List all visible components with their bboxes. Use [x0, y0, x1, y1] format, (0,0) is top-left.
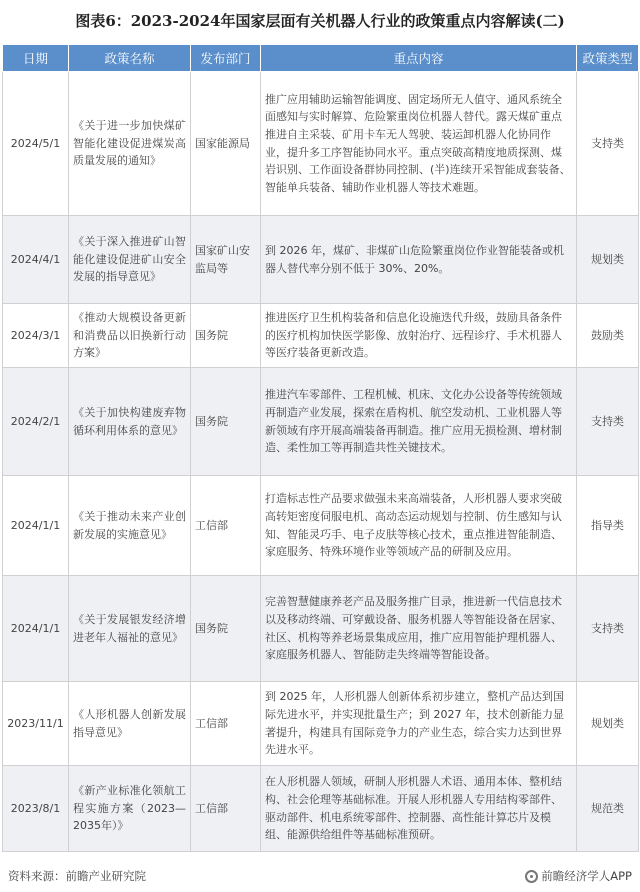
cell-dept: 国务院 — [191, 304, 261, 368]
cell-date: 2024/1/1 — [3, 476, 69, 576]
cell-date: 2024/2/1 — [3, 368, 69, 476]
cell-dept: 国务院 — [191, 368, 261, 476]
table-row — [3, 368, 639, 476]
cell-policy-name: 《关于加快构建废弃物循环利用体系的意见》 — [69, 368, 191, 476]
page-title: 图表6：2023-2024年国家层面有关机器人行业的政策重点内容解读(二) — [75, 11, 565, 30]
brand-credit — [525, 868, 632, 884]
cell-date: 2024/1/1 — [3, 576, 69, 682]
cell-type: 支持类 — [577, 368, 639, 476]
cell-type: 指导类 — [577, 476, 639, 576]
cell-content: 在人形机器人领域，研制人形机器人术语、通用本体、整机结构、社会伦理等基础标准。开展人形机器人专用结构零部件、驱动部件、机电系统零部件、控制器、高性能计算芯片及模组、能源供给组件等基础标准预研。 — [261, 766, 577, 852]
table-header-row — [3, 45, 639, 72]
table-row — [3, 304, 639, 368]
cell-type: 规划类 — [577, 216, 639, 304]
table-row — [3, 682, 639, 766]
cell-date: 2024/5/1 — [3, 72, 69, 216]
cell-dept: 国家能源局 — [191, 72, 261, 216]
cell-policy-name: 《新产业标准化领航工程实施方案（2023—2035年）》 — [69, 766, 191, 852]
header-content: 重点内容 — [261, 45, 577, 72]
cell-dept: 国务院 — [191, 576, 261, 682]
cell-date: 2024/3/1 — [3, 304, 69, 368]
qianzhan-logo-icon — [525, 870, 538, 883]
source-note: 资料来源：前瞻产业研究院 — [8, 869, 146, 883]
cell-dept: 工信部 — [191, 476, 261, 576]
header-name: 政策名称 — [69, 45, 191, 72]
header-date: 日期 — [3, 45, 69, 72]
cell-policy-name: 《关于推动未来产业创新发展的实施意见》 — [69, 476, 191, 576]
cell-content: 推进医疗卫生机构装备和信息化设施迭代升级，鼓励具备条件的医疗机构加快医学影像、放射治疗、远程诊疗、手术机器人等医疗装备更新改造。 — [261, 304, 577, 368]
table-row — [3, 476, 639, 576]
cell-content: 推广应用辅助运输智能调度、固定场所无人值守、通风系统全面感知与实时解算、危险繁重岗位机器人替代。露天煤矿重点推进自主采装、矿用卡车无人驾驶、装运卸机器人化协同作业，提升多工序智能协同水平。重点突破高精度地质探测、煤岩识别、工作面设备群协同控制、(半)连续开采智能成套装备、智能单兵装备、辅助作业机器人等技术难题。 — [261, 72, 577, 216]
cell-type: 支持类 — [577, 72, 639, 216]
cell-type: 规划类 — [577, 682, 639, 766]
cell-policy-name: 《关于深入推进矿山智能化建设促进矿山安全发展的指导意见》 — [69, 216, 191, 304]
cell-policy-name: 《关于发展银发经济增进老年人福祉的意见》 — [69, 576, 191, 682]
cell-policy-name: 《推动大规模设备更新和消费品以旧换新行动方案》 — [69, 304, 191, 368]
cell-date: 2024/4/1 — [3, 216, 69, 304]
cell-dept: 国家矿山安监局等 — [191, 216, 261, 304]
cell-content: 到 2025 年，人形机器人创新体系初步建立，整机产品达到国际先进水平，并实现批量生产；到 2027 年，技术创新能力显著提升，构建具有国际竞争力的产业生态，综合实力达到世界先进水平。 — [261, 682, 577, 766]
cell-dept: 工信部 — [191, 766, 261, 852]
cell-content: 推进汽车零部件、工程机械、机床、文化办公设备等传统领域再制造产业发展，探索在盾构机、航空发动机、工业机器人等新领域有序开展高端装备再制造。推广应用无损检测、增材制造、柔性加工等再制造共性关键技术。 — [261, 368, 577, 476]
table-row — [3, 576, 639, 682]
header-dept: 发布部门 — [191, 45, 261, 72]
footer — [0, 860, 640, 892]
cell-type: 支持类 — [577, 576, 639, 682]
cell-date: 2023/8/1 — [3, 766, 69, 852]
cell-content: 打造标志性产品要求做强未来高端装备，人形机器人要求突破高转矩密度伺服电机、高动态运动规划与控制、仿生感知与认知、智能灵巧手、电子皮肤等核心技术，重点推进智能制造、家庭服务、特殊环境作业等领域产品的研制及应用。 — [261, 476, 577, 576]
cell-policy-name: 《关于进一步加快煤矿智能化建设促进煤炭高质量发展的通知》 — [69, 72, 191, 216]
table-row — [3, 216, 639, 304]
cell-policy-name: 《人形机器人创新发展指导意见》 — [69, 682, 191, 766]
table-row — [3, 72, 639, 216]
policy-table — [2, 44, 639, 852]
table-row — [3, 766, 639, 852]
header-type: 政策类型 — [577, 45, 639, 72]
cell-type: 规范类 — [577, 766, 639, 852]
cell-dept: 工信部 — [191, 682, 261, 766]
cell-date: 2023/11/1 — [3, 682, 69, 766]
cell-type: 鼓励类 — [577, 304, 639, 368]
cell-content: 完善智慧健康养老产品及服务推广目录，推进新一代信息技术以及移动终端、可穿戴设备、服务机器人等智能设备在居家、社区、机构等养老场景集成应用，推广应用智能护理机器人、家庭服务机器人、智能防走失终端等智能设备。 — [261, 576, 577, 682]
cell-content: 到 2026 年，煤矿、非煤矿山危险繁重岗位作业智能装备或机器人替代率分别不低于 30%、20%。 — [261, 216, 577, 304]
brand-name: 前瞻经济学人APP — [541, 869, 632, 883]
